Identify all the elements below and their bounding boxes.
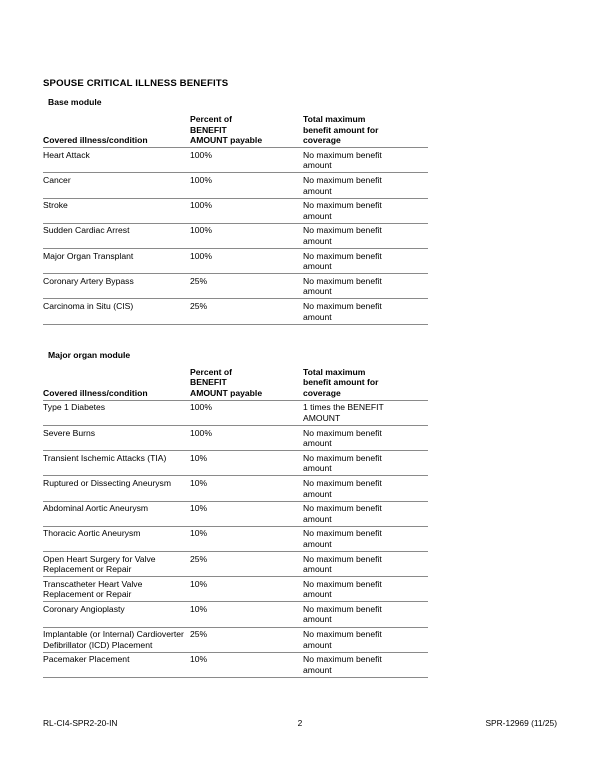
cell-condition: Coronary Angioplasty <box>43 602 190 627</box>
column-header-max-benefit <box>303 114 428 148</box>
column-header-percent-line1: Percent of <box>190 366 233 377</box>
column-header-max-benefit-line2: benefit amount for <box>303 124 379 135</box>
table-row <box>43 274 428 299</box>
cell-max-benefit <box>303 501 428 526</box>
cell-max-benefit-line2: amount <box>303 513 332 524</box>
cell-max-benefit-line2: amount <box>303 488 332 499</box>
table-row <box>43 602 428 627</box>
cell-max-benefit-line1: No maximum benefit <box>303 528 382 539</box>
cell-condition: Severe Burns <box>43 426 190 451</box>
cell-max-benefit-line1: No maximum benefit <box>303 225 382 236</box>
cell-max-benefit-line1: No maximum benefit <box>303 629 382 640</box>
column-header-max-benefit-line3: coverage <box>303 135 341 146</box>
cell-max-benefit-line1: 1 times the BENEFIT <box>303 402 384 413</box>
cell-max-benefit-line1: No maximum benefit <box>303 300 382 311</box>
cell-max-benefit <box>303 173 428 198</box>
cell-percent: 100% <box>190 148 303 173</box>
cell-max-benefit-line1: No maximum benefit <box>303 477 382 488</box>
cell-max-benefit <box>303 627 428 652</box>
cell-percent: 10% <box>190 501 303 526</box>
cell-percent: 10% <box>190 577 303 602</box>
cell-max-benefit-line2: AMOUNT <box>303 412 341 423</box>
table-header-row <box>43 367 428 401</box>
cell-max-benefit-line2: amount <box>303 664 332 675</box>
cell-condition: Coronary Artery Bypass <box>43 274 190 299</box>
cell-max-benefit-line1: No maximum benefit <box>303 578 382 589</box>
footer-page-number: 2 <box>297 718 303 728</box>
cell-condition: Sudden Cardiac Arrest <box>43 223 190 248</box>
cell-percent: 100% <box>190 249 303 274</box>
cell-percent: 10% <box>190 652 303 677</box>
cell-max-benefit <box>303 274 428 299</box>
cell-max-benefit-line2: amount <box>303 286 332 297</box>
cell-percent: 25% <box>190 552 303 577</box>
cell-condition: Heart Attack <box>43 148 190 173</box>
cell-max-benefit <box>303 577 428 602</box>
cell-percent: 25% <box>190 299 303 324</box>
section-heading-major-organ-module: Major organ module <box>48 349 131 360</box>
cell-condition: Thoracic Aortic Aneurysm <box>43 526 190 551</box>
page-footer <box>43 718 557 729</box>
cell-percent: 100% <box>190 400 303 425</box>
section-heading-base-module: Base module <box>48 97 102 107</box>
cell-max-benefit <box>303 249 428 274</box>
column-header-percent-line2: BENEFIT <box>190 124 227 135</box>
cell-percent: 100% <box>190 173 303 198</box>
cell-max-benefit-line1: No maximum benefit <box>303 503 382 514</box>
cell-percent: 10% <box>190 451 303 476</box>
cell-max-benefit <box>303 198 428 223</box>
table-row <box>43 476 428 501</box>
cell-max-benefit-line1: No maximum benefit <box>303 200 382 211</box>
column-header-percent <box>190 114 303 148</box>
cell-max-benefit-line1: No maximum benefit <box>303 553 382 564</box>
cell-max-benefit-line1: No maximum benefit <box>303 603 382 614</box>
cell-max-benefit <box>303 552 428 577</box>
cell-max-benefit-line2: amount <box>303 311 332 322</box>
cell-max-benefit <box>303 652 428 677</box>
cell-condition: Ruptured or Dissecting Aneurysm <box>43 476 190 501</box>
column-header-percent-line2: BENEFIT <box>190 377 227 388</box>
table-row <box>43 400 428 425</box>
benefits-table-major-organ-module <box>43 367 428 678</box>
cell-max-benefit <box>303 476 428 501</box>
cell-percent: 25% <box>190 627 303 652</box>
column-header-condition-label: Covered illness/condition <box>43 387 148 398</box>
cell-condition: Type 1 Diabetes <box>43 400 190 425</box>
cell-max-benefit-line1: No maximum benefit <box>303 174 382 185</box>
column-header-percent-line3: AMOUNT payable <box>190 387 263 398</box>
cell-max-benefit-line2: amount <box>303 589 332 600</box>
column-header-percent-line1: Percent of <box>190 114 233 124</box>
table-row <box>43 526 428 551</box>
cell-max-benefit-line2: amount <box>303 564 332 575</box>
cell-condition: Open Heart Surgery for Valve Replacement or Repair <box>43 552 190 577</box>
table-row <box>43 173 428 198</box>
column-header-percent-line3: AMOUNT payable <box>190 135 263 146</box>
cell-max-benefit-line1: No maximum benefit <box>303 654 382 665</box>
cell-condition: Carcinoma in Situ (CIS) <box>43 299 190 324</box>
cell-condition: Abdominal Aortic Aneurysm <box>43 501 190 526</box>
cell-max-benefit-line1: No maximum benefit <box>303 452 382 463</box>
cell-condition: Major Organ Transplant <box>43 249 190 274</box>
column-header-max-benefit-line1: Total maximum <box>303 366 366 377</box>
cell-percent: 100% <box>190 198 303 223</box>
cell-max-benefit <box>303 148 428 173</box>
table-row <box>43 223 428 248</box>
document-content <box>43 78 543 678</box>
cell-condition: Cancer <box>43 173 190 198</box>
cell-max-benefit-line2: amount <box>303 185 332 196</box>
table-body-base-module <box>43 148 428 324</box>
cell-percent: 100% <box>190 426 303 451</box>
column-header-max-benefit <box>303 367 428 401</box>
table-row <box>43 552 428 577</box>
cell-max-benefit-line2: amount <box>303 160 332 171</box>
benefits-table-base-module <box>43 114 428 325</box>
cell-max-benefit-line1: No maximum benefit <box>303 275 382 286</box>
cell-percent: 10% <box>190 476 303 501</box>
table-row <box>43 148 428 173</box>
cell-condition: Transcatheter Heart Valve Replacement or Repair <box>43 577 190 602</box>
cell-max-benefit <box>303 299 428 324</box>
column-header-max-benefit-line2: benefit amount for <box>303 377 379 388</box>
cell-condition: Stroke <box>43 198 190 223</box>
table-row <box>43 249 428 274</box>
table-row <box>43 451 428 476</box>
cell-max-benefit <box>303 426 428 451</box>
cell-max-benefit-line1: No maximum benefit <box>303 427 382 438</box>
footer-form-number: RL-CI4-SPR2-20-IN <box>43 718 118 728</box>
column-header-condition-label: Covered illness/condition <box>43 135 148 146</box>
cell-max-benefit <box>303 602 428 627</box>
cell-max-benefit-line2: amount <box>303 463 332 474</box>
page-title: SPOUSE CRITICAL ILLNESS BENEFITS <box>43 78 229 89</box>
cell-max-benefit-line1: No maximum benefit <box>303 149 382 160</box>
column-header-condition <box>43 114 190 148</box>
table-row <box>43 198 428 223</box>
cell-max-benefit-line2: amount <box>303 261 332 272</box>
cell-max-benefit-line2: amount <box>303 538 332 549</box>
table-body-major-organ-module <box>43 400 428 677</box>
cell-condition: Transient Ischemic Attacks (TIA) <box>43 451 190 476</box>
cell-percent: 25% <box>190 274 303 299</box>
cell-max-benefit <box>303 451 428 476</box>
cell-condition: Pacemaker Placement <box>43 652 190 677</box>
table-row <box>43 299 428 324</box>
cell-max-benefit <box>303 526 428 551</box>
cell-percent: 10% <box>190 602 303 627</box>
footer-document-code: SPR-12969 (11/25) <box>485 718 557 728</box>
cell-percent: 100% <box>190 223 303 248</box>
cell-condition: Implantable (or Internal) Cardioverter Defibrillator (ICD) Placement <box>43 627 190 652</box>
cell-max-benefit-line2: amount <box>303 235 332 246</box>
section-spacer <box>43 325 543 350</box>
column-header-max-benefit-line1: Total maximum <box>303 114 366 124</box>
cell-max-benefit <box>303 400 428 425</box>
cell-percent: 10% <box>190 526 303 551</box>
column-header-condition <box>43 367 190 401</box>
table-row <box>43 627 428 652</box>
cell-max-benefit-line2: amount <box>303 614 332 625</box>
cell-max-benefit <box>303 223 428 248</box>
table-header-row <box>43 114 428 148</box>
table-row <box>43 577 428 602</box>
table-row <box>43 501 428 526</box>
cell-max-benefit-line2: amount <box>303 639 332 650</box>
cell-max-benefit-line2: amount <box>303 210 332 221</box>
column-header-max-benefit-line3: coverage <box>303 387 341 398</box>
cell-max-benefit-line1: No maximum benefit <box>303 250 382 261</box>
column-header-percent <box>190 367 303 401</box>
cell-max-benefit-line2: amount <box>303 438 332 449</box>
table-row <box>43 426 428 451</box>
table-row <box>43 652 428 677</box>
